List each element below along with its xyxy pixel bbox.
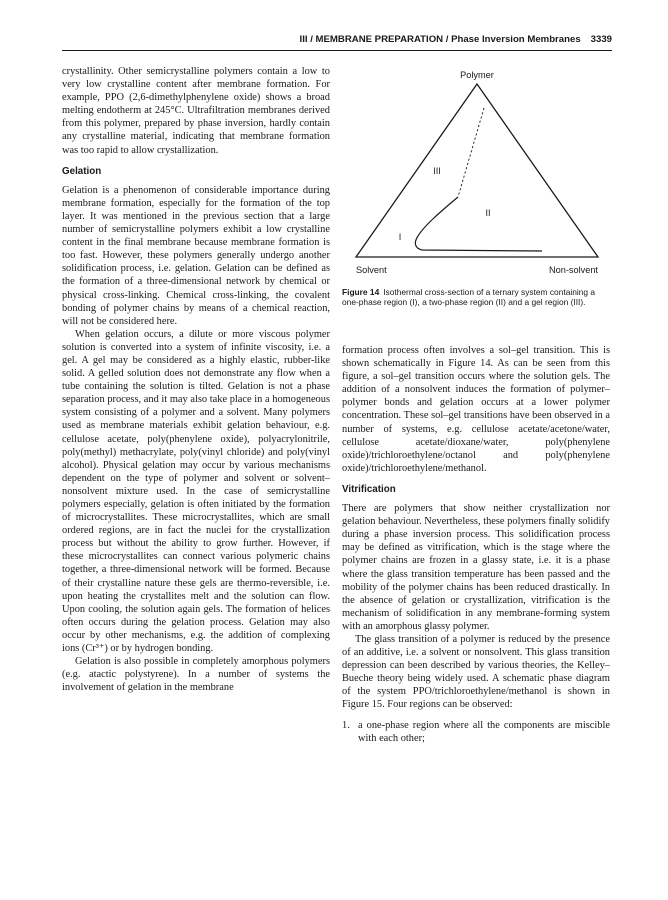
section-heading-vitrification: Vitrification: [342, 483, 396, 495]
triangle-outline: [356, 84, 598, 257]
list-item: [342, 719, 610, 745]
running-title: III / MEMBRANE PREPARATION / Phase Inversion Membranes: [299, 34, 581, 45]
vertex-label-polymer: Polymer: [460, 70, 494, 80]
paragraph: formation process often involves a sol–gel transition. This is shown schematically in Figure 14. As can be seen from this figure, a sol–gel transition occurs where the solution gels. The addition of a nonsolvent induces the formation of polymer–polymer bonds and gelation occurs at a lower polymer concentration. These sol–gel transitions have been observed in a number of systems, e.g. cellulose acetate/acetone/water, cellulose acetate/dioxane/water, poly(phenylene oxide)/trichloroethylene/octanol and poly(phenylene oxide)/trichloroethylene/methanol.: [342, 345, 610, 474]
paragraph: The glass transition of a polymer is reduced by the presence of an additive, i.e. a solvent or nonsolvent. This glass transition depression can been described by various theories, the Kelley–Bueche theory being widely used. A schematic phase diagram of the system PPO/trichloroethylene/methanol is shown in Figure 15. Four regions can be observed:: [342, 633, 610, 711]
paragraph: crystallinity. Other semicrystalline polymers contain a low to very low crystalline content after membrane formation. For example, PPO (2,6-dimethylphenylene oxide) shows a broad melting endotherm at 245°C. Ultrafiltration membranes derived from this polymer, prepared by phase inversion, hardly contain any crystalline material, indicating that membrane formation was too rapid to allow crystallization.: [62, 66, 330, 156]
paragraph: There are polymers that show neither crystallization nor gelation behaviour. Nevertheless, these polymers finally solidify during a phase inversion process. This solidification process may be defined as vitrification, which is the stage where the polymer chains are frozen in a glassy state, i.e. it is a phase where the glass transition temperature has been passed and the mobility of the polymer chains has been reduced drastically. In the absence of gelation or crystallization, vitrification is the mechanism of solidification in any membrane-forming system with an amorphous glassy polymer.: [342, 503, 610, 632]
running-header: [62, 34, 612, 48]
caption-text: Isothermal cross-section of a ternary system containing a one-phase region (I), a two-phase region (II) and a gel region (III).: [342, 287, 596, 308]
figure-caption: [342, 287, 610, 308]
list-item-number: 1.: [342, 719, 350, 731]
region-label-one-phase: I: [398, 232, 402, 242]
gel-line: [458, 108, 484, 197]
caption-label: Figure 14: [342, 287, 380, 297]
region-label-gel: III: [433, 166, 441, 176]
binodal-curve: [415, 197, 542, 251]
vertex-label-solvent: Solvent: [356, 265, 387, 275]
page-number: 3339: [590, 34, 612, 45]
list-item-text: a one-phase region where all the components are miscible with each other;: [358, 719, 610, 744]
left-column: [62, 65, 330, 694]
region-list: [342, 719, 610, 745]
paragraph: Gelation is also possible in completely amorphous polymers (e.g. atactic polystyrene). In a number of systems the involvement of gelation in the membrane: [62, 656, 330, 694]
header-rule: [62, 50, 612, 51]
paragraph: Gelation is a phenomenon of considerable importance during membrane formation, especially for the formation of the top layer. It was mentioned in the previous section that a large number of semicrystalline polymers exhibit a low crystalline content in the final membrane because membrane formation is too fast. However, these polymers generally undergo another solidification process, i.e. gelation. Gelation can be defined as the formation of a three-dimensional network by chemical or physical cross-linking. Chemical cross-linking, the covalent bonding of polymer chains by means of a chemical reaction, will not be considered here.: [62, 184, 330, 327]
right-column: [342, 344, 610, 745]
region-label-two-phase: II: [485, 208, 491, 218]
vertex-label-non-solvent: Non-solvent: [548, 265, 598, 275]
section-heading-gelation: Gelation: [62, 165, 102, 177]
paragraph: When gelation occurs, a dilute or more viscous polymer solution is converted into a system of infinite viscosity, i.e. a gel. A gel may be considered as a highly elastic, rubber-like solid. A gelled solution does not demonstrate any flow when a tube containing the solution is tilted. Gelation is not a phase separation process, and it may also take place in a homogeneous system consisting of a polymer and a solvent. Many polymers used as membrane materials exhibit gelation behaviour, e.g. cellulose acetate, poly(phenylene oxide), polyacrylonitrile, poly(methyl) methacrylate, poly(vinyl chloride) and poly(vinyl alcohol). Physical gelation may occur by various mechanisms dependent on the type of polymer and solvent or solvent–nonsolvent mixture used. In the case of semicrystalline polymers especially, gelation is often initiated by the formation of microcrystallites. These microcrystallites, which are small ordered regions, are in fact the nuclei for the crystallization process but without the ability to grow further. However, if these microcrystallites can connect various polymeric chains together, a three-dimensional network will be formed. Because of their crystalline nature these gels are thermo-reversible, i.e. upon heating the crystallites melt and the solution can flow. Upon cooling, the solution again gels. The formation of helices often occurs during the gelation process. Gelation may also occur by other mechanisms, e.g. the addition of complexing ions (Cr³⁺) or by hydrogen bonding.: [62, 328, 330, 655]
ternary-diagram: [342, 64, 610, 284]
